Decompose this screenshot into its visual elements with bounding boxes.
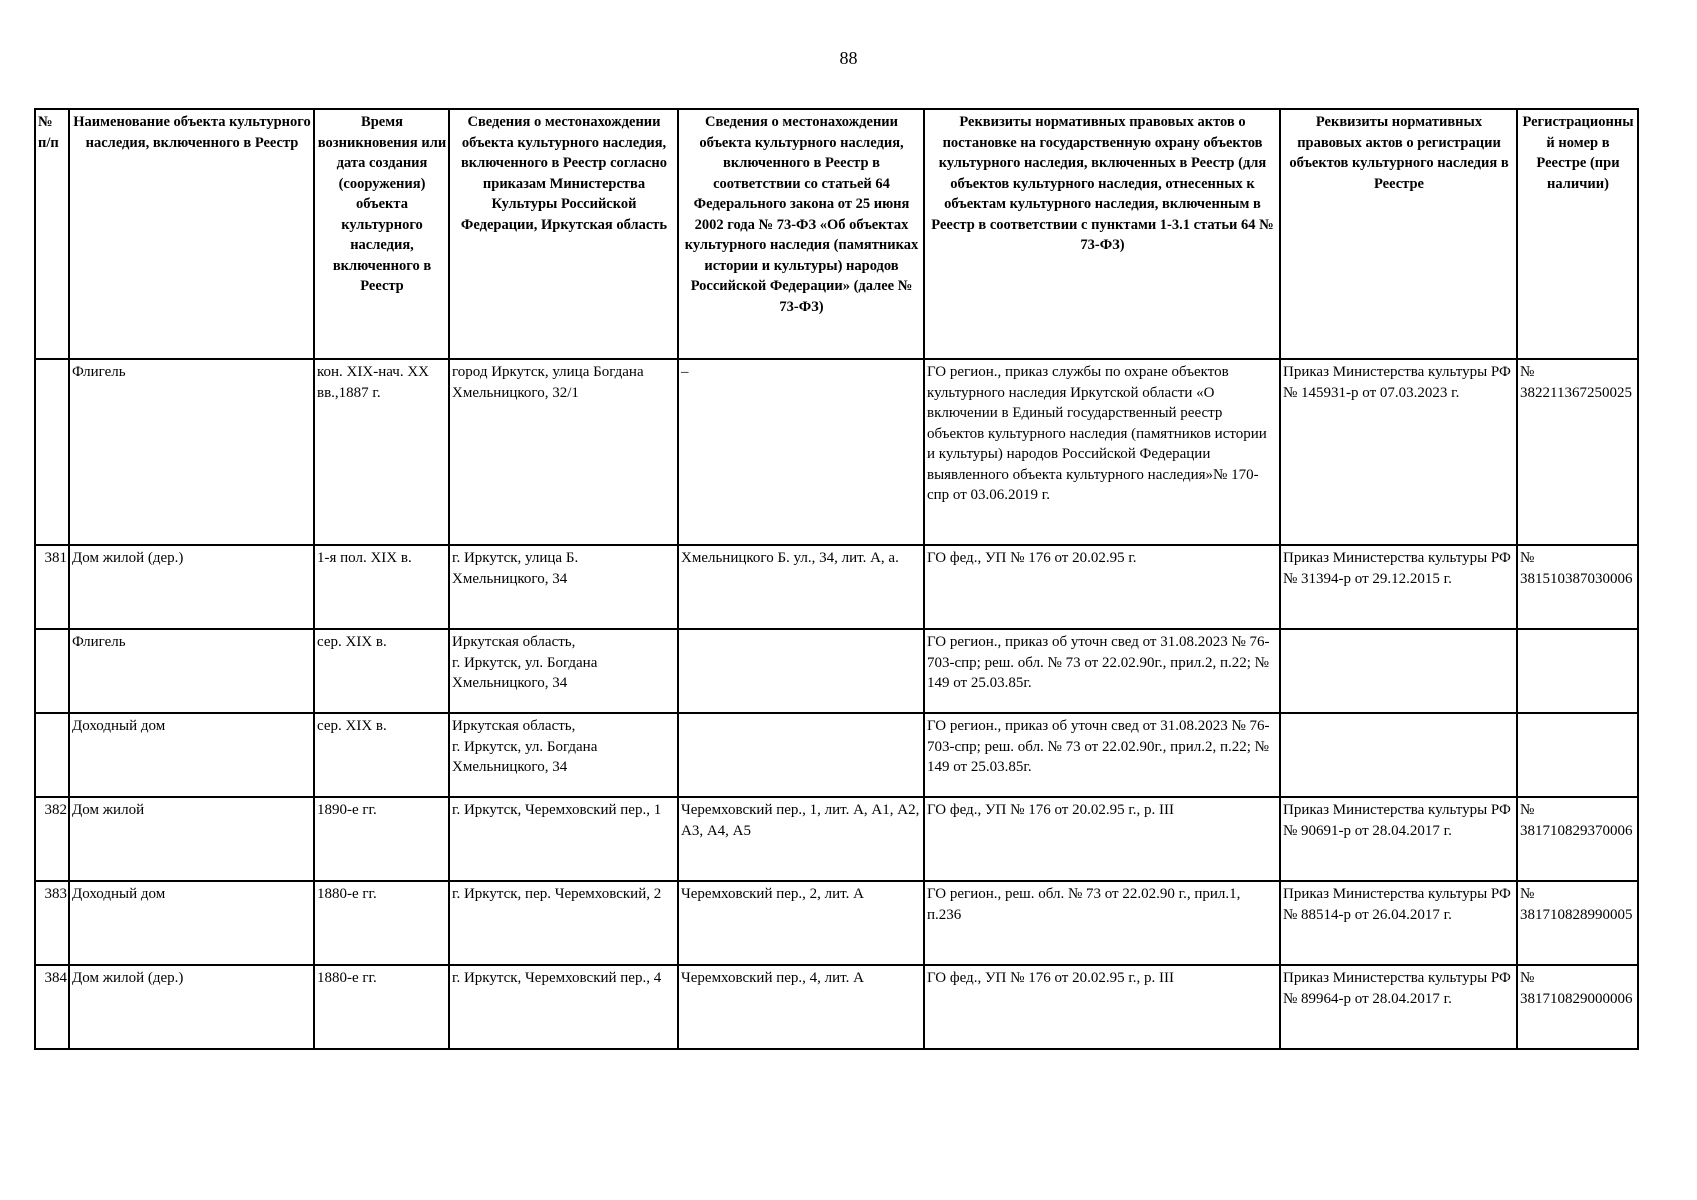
registration-acts: Приказ Министерства культуры РФ № 31394-р от 29.12.2015 г.: [1280, 545, 1517, 629]
location-law: Черемховский пер., 2, лит. А: [678, 881, 924, 965]
header-creation-date: Время возникновения или дата создания (сооружения) объекта культурного наследия, включенного в Реестр: [314, 109, 449, 359]
protection-acts: ГО фед., УП № 176 от 20.02.95 г.: [924, 545, 1280, 629]
registration-number: № 381710829370006: [1517, 797, 1638, 881]
table-row: [35, 965, 1638, 1049]
row-number: [35, 629, 69, 713]
row-number: 384: [35, 965, 69, 1049]
creation-date: сер. XIX в.: [314, 713, 449, 797]
table-row: [35, 359, 1638, 545]
table-row: [35, 713, 1638, 797]
registration-acts: [1280, 713, 1517, 797]
page-number: 88: [839, 48, 858, 68]
header-location-law: Сведения о местонахождении объекта культурного наследия, включенного в Реестр в соответствии со статьей 64 Федерального закона от 25 июня 2002 года № 73-ФЗ «Об объектах культурного наследия (памятниках истории и культуры) народов Российской Федерации» (далее № 73-ФЗ): [678, 109, 924, 359]
registration-acts: Приказ Министерства культуры РФ № 145931-р от 07.03.2023 г.: [1280, 359, 1517, 545]
registration-number: № 382211367250025: [1517, 359, 1638, 545]
location-order: город Иркутск, улица Богдана Хмельницкого, 32/1: [449, 359, 678, 545]
protection-acts: ГО регион., приказ об уточн свед от 31.08.2023 № 76-703-спр; реш. обл. № 73 от 22.02.90г., прил.2, п.22; № 149 от 25.03.85г.: [924, 629, 1280, 713]
header-registration-number: Регистрационный номер в Реестре (при наличии): [1517, 109, 1638, 359]
row-number: [35, 713, 69, 797]
location-order: Иркутская область, г. Иркутск, ул. Богдана Хмельницкого, 34: [449, 713, 678, 797]
registration-number: № 381710829000006: [1517, 965, 1638, 1049]
registration-acts: [1280, 629, 1517, 713]
row-number: 382: [35, 797, 69, 881]
registration-acts: Приказ Министерства культуры РФ № 90691-р от 28.04.2017 г.: [1280, 797, 1517, 881]
protection-acts: ГО фед., УП № 176 от 20.02.95 г., р. III: [924, 965, 1280, 1049]
location-law: –: [678, 359, 924, 545]
protection-acts: ГО регион., приказ службы по охране объектов культурного наследия Иркутской области «О включении в Единый государственный реестр объектов культурного наследия (памятников истории и культуры) народов Российской Федерации выявленного объекта культурного наследия»№ 170-спр от 03.06.2019 г.: [924, 359, 1280, 545]
location-law: Хмельницкого Б. ул., 34, лит. А, а.: [678, 545, 924, 629]
object-name: Флигель: [69, 359, 314, 545]
location-order: Иркутская область, г. Иркутск, ул. Богдана Хмельницкого, 34: [449, 629, 678, 713]
table-row: [35, 545, 1638, 629]
table-row: [35, 797, 1638, 881]
registration-number: [1517, 629, 1638, 713]
creation-date: кон. XIX-нач. XX вв.,1887 г.: [314, 359, 449, 545]
location-law: [678, 629, 924, 713]
registration-acts: Приказ Министерства культуры РФ № 88514-р от 26.04.2017 г.: [1280, 881, 1517, 965]
header-object-name: Наименование объекта культурного наследия, включенного в Реестр: [69, 109, 314, 359]
location-law: [678, 713, 924, 797]
protection-acts: ГО регион., приказ об уточн свед от 31.08.2023 № 76-703-спр; реш. обл. № 73 от 22.02.90г., прил.2, п.22; № 149 от 25.03.85г.: [924, 713, 1280, 797]
header-row: [35, 109, 1638, 359]
row-number: [35, 359, 69, 545]
location-order: г. Иркутск, улица Б. Хмельницкого, 34: [449, 545, 678, 629]
creation-date: 1880-е гг.: [314, 965, 449, 1049]
creation-date: сер. XIX в.: [314, 629, 449, 713]
header-protection-acts: Реквизиты нормативных правовых актов о постановке на государственную охрану объектов культурного наследия, включенных в Реестр (для объектов культурного наследия, отнесенных к объектам культурного наследия, включенным в Реестр в соответствии с пунктами 1-3.1 статьи 64 № 73-ФЗ): [924, 109, 1280, 359]
registration-number: № 381710828990005: [1517, 881, 1638, 965]
table-row: [35, 881, 1638, 965]
object-name: Дом жилой (дер.): [69, 965, 314, 1049]
location-law: Черемховский пер., 4, лит. А: [678, 965, 924, 1049]
location-order: г. Иркутск, Черемховский пер., 4: [449, 965, 678, 1049]
protection-acts: ГО регион., реш. обл. № 73 от 22.02.90 г., прил.1, п.236: [924, 881, 1280, 965]
object-name: Дом жилой: [69, 797, 314, 881]
object-name: Доходный дом: [69, 881, 314, 965]
header-number: № п/п: [35, 109, 69, 359]
heritage-registry-table: [34, 108, 1639, 1050]
object-name: Доходный дом: [69, 713, 314, 797]
registration-number: [1517, 713, 1638, 797]
row-number: 381: [35, 545, 69, 629]
table-row: [35, 629, 1638, 713]
object-name: Дом жилой (дер.): [69, 545, 314, 629]
location-order: г. Иркутск, Черемховский пер., 1: [449, 797, 678, 881]
creation-date: 1880-е гг.: [314, 881, 449, 965]
location-law: Черемховский пер., 1, лит. А, А1, А2, А3, А4, А5: [678, 797, 924, 881]
header-registration-acts: Реквизиты нормативных правовых актов о регистрации объектов культурного наследия в Реестре: [1280, 109, 1517, 359]
row-number: 383: [35, 881, 69, 965]
creation-date: 1-я пол. XIX в.: [314, 545, 449, 629]
location-order: г. Иркутск, пер. Черемховский, 2: [449, 881, 678, 965]
creation-date: 1890-е гг.: [314, 797, 449, 881]
object-name: Флигель: [69, 629, 314, 713]
registration-acts: Приказ Министерства культуры РФ № 89964-р от 28.04.2017 г.: [1280, 965, 1517, 1049]
registration-number: № 381510387030006: [1517, 545, 1638, 629]
protection-acts: ГО фед., УП № 176 от 20.02.95 г., р. III: [924, 797, 1280, 881]
header-location-order: Сведения о местонахождении объекта культурного наследия, включенного в Реестр согласно приказам Министерства Культуры Российской Федерации, Иркутская область: [449, 109, 678, 359]
